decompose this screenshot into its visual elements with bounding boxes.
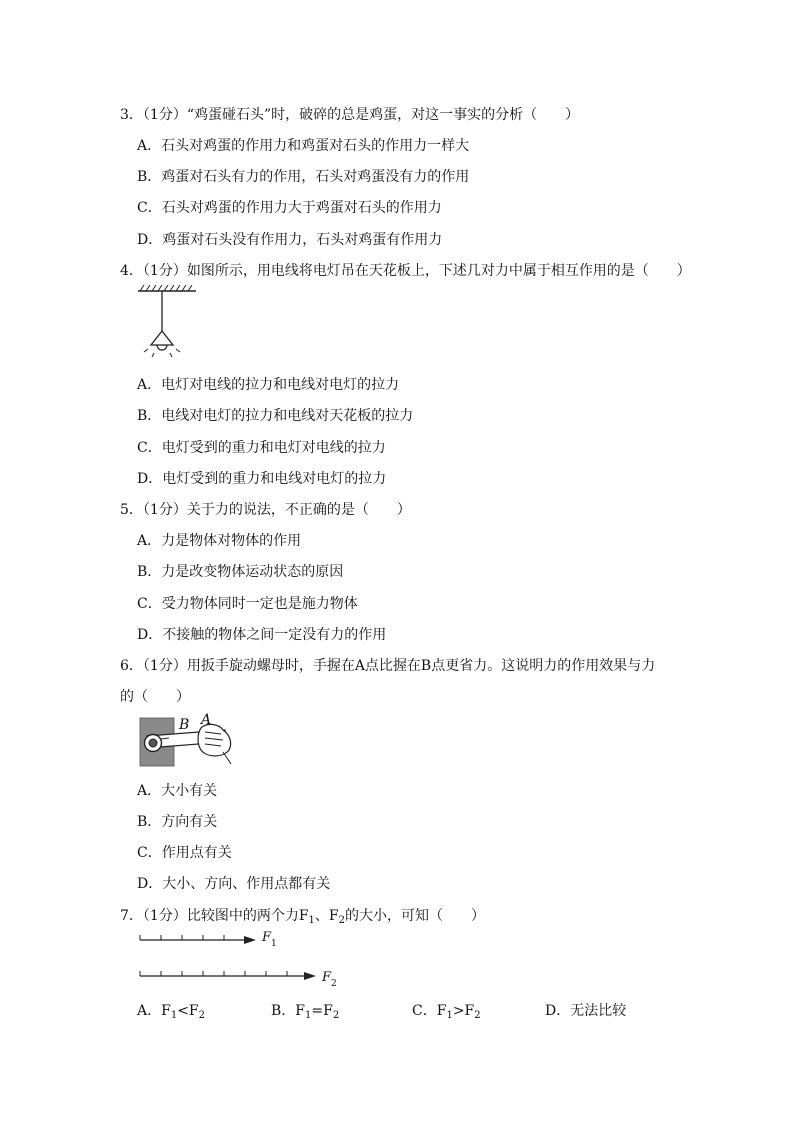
- question-7-stem-prefix: 7．（1分）比较图中的两个力F: [120, 908, 309, 924]
- option-b-sub-1: 1: [305, 1010, 312, 1021]
- hanging-lamp-figure: [136, 285, 200, 365]
- option-c-prefix: C．F: [412, 1003, 447, 1019]
- question-3-option-d: D．鸡蛋对石头没有作用力，石头对鸡蛋有作用力: [137, 232, 443, 248]
- option-a-sub-2: 2: [198, 1010, 206, 1021]
- force-f1-label: F: [262, 930, 272, 945]
- option-b-operator: =F: [311, 1003, 333, 1019]
- question-4-option-a: A．电灯对电线的拉力和电线对电灯的拉力: [137, 377, 400, 393]
- option-a-prefix: A．F: [137, 1003, 171, 1019]
- option-c-sub-2: 2: [474, 1010, 481, 1021]
- question-5-option-b: B．力是改变物体运动状态的原因: [137, 564, 344, 580]
- question-3-stem: 3．（1分）“鸡蛋碰石头”时，破碎的总是鸡蛋，对这一事实的分析（ ）: [120, 107, 580, 123]
- question-3-option-a: A．石头对鸡蛋的作用力和鸡蛋对石头的作用力一样大: [137, 138, 470, 154]
- force-f2-label: F: [322, 970, 332, 985]
- question-6-option-d: D．大小、方向、作用点都有关: [137, 876, 331, 892]
- question-7-option-b: [271, 1000, 339, 1021]
- question-6-stem-line-1: 6．（1分）用扳手旋动螺母时，手握在A点比握在B点更省力。这说明力的作用效果与力: [120, 658, 656, 674]
- option-c-operator: >F: [452, 1003, 475, 1019]
- option-b-sub-2: 2: [332, 1010, 340, 1021]
- question-7-stem: [120, 905, 485, 926]
- question-7-option-d: D．无法比较: [545, 1003, 627, 1019]
- question-6-stem-line-2: 的（ ）: [120, 689, 190, 705]
- question-6-option-a: A．大小有关: [137, 783, 218, 799]
- force-f2-arrow: [140, 971, 316, 980]
- question-3-option-b: B．鸡蛋对石头有力的作用，石头对鸡蛋没有力的作用: [137, 169, 470, 185]
- wrench-point-a-label: A: [201, 712, 212, 728]
- question-6-option-c: C．作用点有关: [137, 845, 232, 861]
- question-7-stem-sub-1: 1: [308, 915, 315, 926]
- option-b-prefix: B．F: [271, 1003, 306, 1019]
- option-c-sub-1: 1: [446, 1010, 453, 1021]
- question-7-option-c: [412, 1000, 481, 1021]
- question-6-option-b: B．方向有关: [137, 814, 218, 830]
- question-4-stem: 4．（1分）如图所示，用电线将电灯吊在天花板上，下述几对力中属于相互作用的是（ ）: [120, 263, 691, 279]
- question-7-stem-suffix: 的大小，可知（ ）: [345, 908, 485, 924]
- question-7-option-a: [137, 1000, 205, 1021]
- wrench-point-b-label: B: [179, 717, 190, 733]
- question-7-stem-sub-2: 2: [338, 915, 345, 926]
- question-4-option-c: C．电灯受到的重力和电灯对电线的拉力: [137, 440, 386, 456]
- force-f2-subscript: 2: [331, 979, 337, 989]
- question-7-stem-mid: 、F: [314, 908, 339, 924]
- wrench-figure: [139, 712, 235, 768]
- option-a-operator: <F: [177, 1003, 199, 1019]
- question-3-option-c: C．石头对鸡蛋的作用力大于鸡蛋对石头的作用力: [137, 200, 442, 216]
- option-a-sub-1: 1: [170, 1010, 178, 1021]
- force-f1-subscript: 1: [271, 939, 277, 949]
- force-arrows-figure: [134, 927, 344, 991]
- question-4-option-b: B．电线对电灯的拉力和电线对天花板的拉力: [137, 408, 414, 424]
- question-5-option-d: D．不接触的物体之间一定没有力的作用: [137, 627, 387, 643]
- question-5-option-c: C．受力物体同时一定也是施力物体: [137, 596, 358, 612]
- force-f1-arrow: [140, 935, 256, 944]
- question-5-option-a: A．力是物体对物体的作用: [137, 533, 302, 549]
- question-4-option-d: D．电灯受到的重力和电线对电灯的拉力: [137, 471, 387, 487]
- question-5-stem: 5．（1分）关于力的说法，不正确的是（ ）: [120, 502, 411, 518]
